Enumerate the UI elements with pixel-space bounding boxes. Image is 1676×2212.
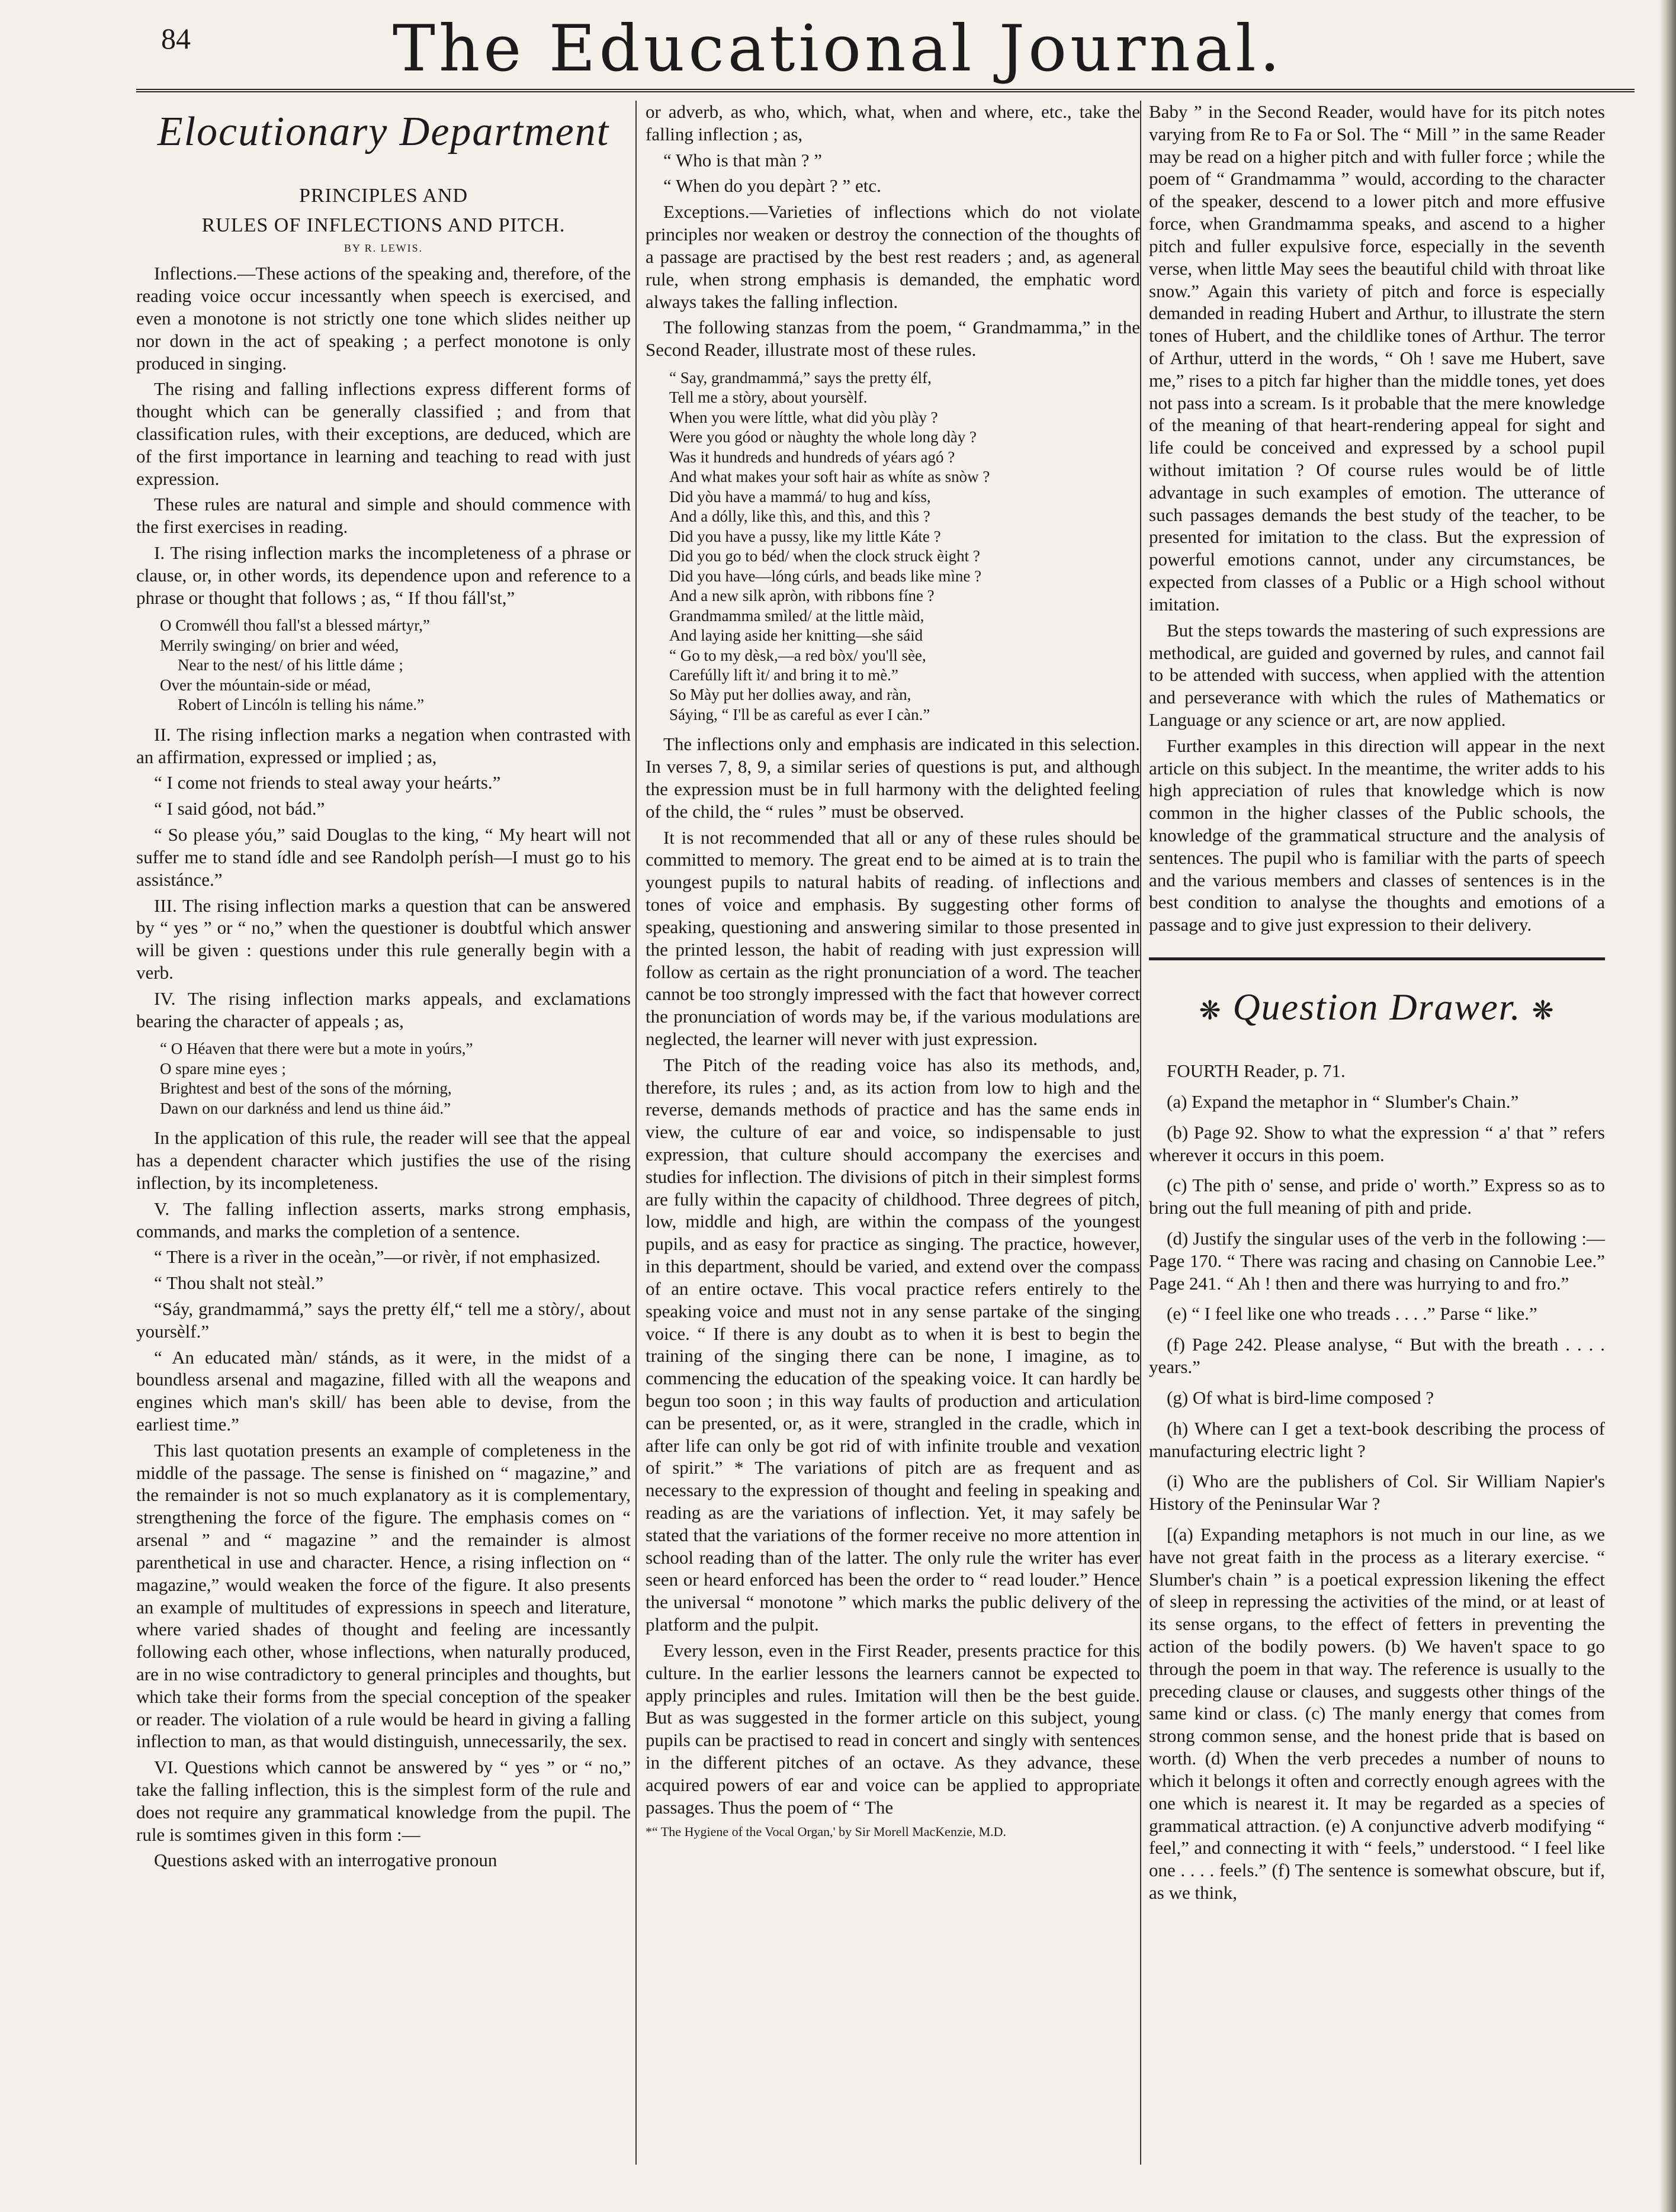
question-item: (b) Page 92. Show to what the expression “ a' that ” refers wherever it occurs in this poem. (1149, 1121, 1605, 1165)
paragraph: Inflections.—These actions of the speaking and, therefore, of the reading voice occur incessantly when speech is exercised, and even a monotone is not strictly one tone which slides neither up nor down in the act of speaking ; a perfect monotone is only produced in singing. (136, 263, 631, 374)
paragraph: “ An educated màn/ stánds, as it were, in the midst of a boundless arsenal and magazine, filled with all the weapons and engines which man's skill/ has been able to devise, from the earliest time.” (136, 1346, 631, 1435)
department-heading: Elocutionary Department (157, 109, 610, 155)
question-item: (g) Of what is bird-lime composed ? (1167, 1387, 1434, 1408)
ornament-icon: ❋ (1199, 996, 1222, 1025)
paragraph: The rising and falling inflections express different forms of thought which can be generally classified ; and from that classification rules, with their exceptions, are deduced, which are of the first importance in learning and teaching to read with just expression. (136, 378, 631, 489)
question-item: (h) Where can I get a text-book describing the process of manufacturing electric light ? (1149, 1417, 1605, 1461)
verse-line: “ Say, grandmammá,” says the pretty élf, (669, 368, 932, 387)
question-item: (e) “ I feel like one who treads . . . .” Parse “ like.” (1167, 1303, 1537, 1324)
verse-block (160, 1039, 631, 1118)
verse-line: Was it hundreds and hundreds of yéars agó ? (669, 448, 955, 466)
verse-line: Robert of Lincóln is telling his náme.” (178, 696, 425, 714)
question-list (1149, 1060, 1605, 1515)
verse-line: Near to the nest/ of his little dáme ; (178, 656, 403, 674)
verse-line: Did you have—lóng cúrls, and beads like mìne ? (669, 567, 982, 585)
verse-line: O Cromwéll thou fall'st a blessed mártyr,” (160, 616, 430, 635)
paragraph: or adverb, as who, which, what, when and where, etc., take the falling inflection ; as, (646, 101, 1140, 144)
poem-grandmamma (669, 368, 1140, 725)
verse-line: Did you have a pussy, like my little Káte ? (669, 527, 941, 545)
column-1 (136, 101, 631, 1875)
verse-line: Dawn on our darknéss and lend us thine áid.” (160, 1099, 451, 1117)
journal-title: The Educational Journal. (392, 12, 1284, 86)
paragraph: These rules are natural and simple and should commence with the first exercises in reading. (136, 494, 631, 538)
column-divider (1140, 101, 1141, 2165)
question-item: (c) The pith o' sense, and pride o' worth.” Express so as to bring out the full meaning of pith and pride. (1149, 1175, 1605, 1218)
verse-line: Did yòu have a mammá/ to hug and kíss, (669, 487, 931, 506)
question-drawer-title: Question Drawer. (1232, 986, 1521, 1028)
verse-line: Merrily swinging/ on brier and wéed, (160, 636, 399, 654)
paragraph: The Pitch of the reading voice has also its methods, and, therefore, its rules ; and, as its action from low to high and the reverse, demands methods of practice and has the same ends in view, the culture of ear and voice, so indispensable to just expression, that culture should accompany the exercises and studies for inflection. The divisions of pitch in their simplest forms are fully within the capacity of childhood. Three degrees of pitch, low, middle and high, are within the compass of the youngest pupils, and as easy for practice as singing. The practice, however, in this department, should be varied, and extend over the compass of an entire octave. This vocal practice refers entirely to the speaking voice and must not in any sense partake of the singing voice. “ If there is any doubt as to when it is best to begin the training of the singing there can be none, I imagine, as to commencing the education of the speaking voice. It can hardly be begun too soon ; in this way faults of production and articulation can be presented, or, as it were, strangled in the cradle, which in after life can only be got rid of with infinite trouble and vexation of spirit.” * The variations of pitch are as frequent and as necessary to the expression of thought and feeling in speaking and reading as are the variations of inflection. Yet, it may safely be stated that the variations of the former receive no more attention in school reading than of the latter. The only rule the writer has ever seen or heard enforced has been the order to “ read louder.” Hence the universal “ monotone ” which marks the public delivery of the platform and the pulpit. (646, 1054, 1140, 1635)
stanza (669, 368, 1140, 487)
ornament-icon: ❋ (1531, 996, 1555, 1025)
paragraph: “ There is a rìver in the oceàn,”—or rivèr, if not emphasized. (154, 1246, 601, 1268)
paragraph: This last quotation presents an example of completeness in the middle of the passage. The sense is finished on “ magazine,” and the remainder is not so much explanatory as it is complementary, strengthening the force of the figure. The emphasis comes on “ arsenal ” and “ magazine ” and the remainder is almost parenthetical in use and character. Hence, a rising inflection on “ magazine,” would weaken the force of the figure. It also presents an example of multitudes of expressions in speech and literature, where varied shades of thought and feeling are incessantly following each other, whose inflections, when naturally produced, are in no wise contradictory to general principles and thoughts, but which take their forms from the special conception of the speaker or reader. The violation of a rule would be heard in giving a falling inflection to man, as that would distinguish, unnecessarily, the sex. (136, 1439, 631, 1752)
paragraph: “ I said góod, not bád.” (154, 798, 325, 819)
verse-line: Tell me a stòry, about yoursèlf. (669, 388, 868, 407)
verse-line: Were you góod or nàughty the whole long dày ? (669, 428, 977, 446)
verse-line: And a new silk apròn, with ribbons fíne ? (669, 587, 935, 605)
paragraph: “ Who is that màn ? ” (663, 149, 823, 171)
paragraph: “Sáy, grandmammá,” says the pretty élf,“ tell me a stòry/, about yoursèlf.” (136, 1298, 631, 1342)
verse-line: “ O Héaven that there were but a mote in yoúrs,” (160, 1040, 473, 1058)
paragraph: Baby ” in the Second Reader, would have for its pitch notes varying from Re to Fa or Sol. The “ Mill ” in the same Reader may be read on a higher pitch and with fuller force ; while the poem of “ Grandmamma ” would, according to the character of the speaker, descend to a lower pitch and more effusive force, when Grandmamma speaks, and ascend to a higher pitch and fuller expulsive force, especially in the seventh verse, when little May sees the beautiful child with throat like snow.” Again this variety of pitch and force is especially demanded in reading Hubert and Arthur, to illustrate the stern tones of Hubert, and the childlike tones of Arthur. The terror of Arthur, utterd in the words, “ Oh ! save me Hubert, save me,” rises to a pitch far higher than the middle tones, yet does not pass into a scream. Is it probable that the mere knowledge of the meaning of that heart-rendering appeal for sight and life could be conceived and expressed by a school pupil without imitation ? Of course rules would be of little advantage in such examples of emotion. The utterance of such passages demands the best study of the teacher, to be presented for imitation to the class. But the expression of powerful emotions cannot, under any circumstances, be expected from classes of a Public or a High school without imitation. (1149, 101, 1605, 615)
column-2 (646, 101, 1140, 1844)
verse-line: And laying aside her knitting—she sáid (669, 626, 923, 645)
verse-line: Did you go to béd/ when the clock struck èight ? (669, 547, 980, 565)
stanza (669, 487, 1140, 606)
paragraph: In the application of this rule, the reader will see that the appeal has a dependent character which justifies the use of the rising inflection, by its incompleteness. (136, 1127, 631, 1193)
verse-line: And a dólly, like thìs, and thìs, and thìs ? (669, 507, 930, 526)
question-item: (f) Page 242. Please analyse, “ But with the breath . . . . years.” (1149, 1334, 1605, 1378)
question-item: (a) Expand the metaphor in “ Slumber's Chain.” (1167, 1091, 1519, 1112)
verse-line: Sáying, “ I'll be as careful as ever I càn.” (669, 705, 930, 724)
answer-paragraph: [(a) Expanding metaphors is not much in our line, as we have not great faith in the process as a literary exercise. “ Slumber's chain ” is a poetical expression likening the effect of sleep in repressing the activities of the mind, or at least of its sense organs, to the effect of fetters in preventing the action of the bodily powers. (b) We haven't space to go through the poem in that way. The reference is usually to the preceding clause or clauses, and suggests other things of the same kind or class. (c) The manly energy that comes from strong common sense, and the honest pride that is based on worth. (d) When the verb precedes a number of nouns to which it belongs it often and correctly enough agrees with the one which is nearest it. It may be regarded as a species of grammatical attraction. (e) A conjunctive adverb modifying “ feel,” and connecting it with “ feels,” understood. “ I feel like one . . . . feels.” (f) The sentence is somewhat obscure, but if, as we think, (1149, 1523, 1605, 1903)
verse-line: Grandmamma smìled/ at the little màid, (669, 606, 924, 625)
paragraph: I. The rising inflection marks the incompleteness of a phrase or clause, or, in other words, its dependence upon and reference to a phrase or thought that follows ; as, “ If thou fáll'st,” (136, 542, 631, 608)
paragraph: The inflections only and emphasis are indicated in this selection. In verses 7, 8, 9, a similar series of questions is put, and although the expression must be in full harmony with the delighted feeling of the child, the “ rules ” must be observed. (646, 734, 1140, 822)
paragraph: But the steps towards the mastering of such expressions are methodical, are guided and governed by rules, and cannot fail to be attended with success, when applied with the attention and perseverance with which the rules of Mathematics or Language or any science or art, are now applied. (1149, 619, 1605, 730)
verse-line: And what makes your soft hair as whíte as snòw ? (669, 468, 990, 486)
column-divider (635, 101, 637, 2165)
paragraph: Questions asked with an interrogative pronoun (154, 1850, 497, 1871)
section-divider (1149, 957, 1605, 960)
verse-line: “ Go to my dèsk,—a red bòx/ you'll sèe, (669, 646, 926, 664)
page-edge-shadow (1659, 0, 1676, 2212)
verse-line: O spare mine eyes ; (160, 1059, 286, 1078)
paragraph: The following stanzas from the poem, “ Grandmamma,” in the Second Reader, illustrate most of these rules. (646, 317, 1140, 361)
verse-line: Brightest and best of the sons of the mórning, (160, 1079, 452, 1098)
stanza (669, 606, 1140, 725)
page-number: 84 (161, 22, 191, 55)
verse-line: So Mày put her dollies away, and ràn, (669, 686, 911, 704)
header-rule (136, 89, 1635, 92)
paragraph: VI. Questions which cannot be answered by “ yes ” or “ no,” take the falling inflection, this is the simplest form of the rule and does not require any grammatical knowledge from the pupil. The rule is somtimes given in this form :— (136, 1757, 631, 1845)
question-drawer-heading (1149, 984, 1605, 1030)
paragraph: Further examples in this direction will appear in the next article on this subject. In the meantime, the writer adds to his high appreciation of rules that knowledge which is now common in the higher classes of the Public schools, the knowledge of the grammatical structure and the analysis of sentences. The pupil who is familiar with the parts of speech and the various members and classes of sentences is in the best condition to analyse the thoughts and emotions of a passage and to give just expression to their delivery. (1149, 735, 1605, 935)
column-3 (1149, 101, 1605, 1908)
article-subtitle: PRINCIPLES AND (298, 185, 468, 207)
paragraph: It is not recommended that all or any of these rules should be committed to memory. The great end to be aimed at is to train the youngest pupils to natural habits of reading. of inflections and tones of voice and emphasis. By suggesting other forms of speaking, questioning and answering similar to those presented in the printed lesson, the habit of reading with just expression will follow as certain as the right pronunciation of a word. The teacher cannot be too strongly impressed with the fact that however correct the pronunciation of words may be, if the various modulations are neglected, the learner will never with just expression. (646, 827, 1141, 1049)
question-item: (i) Who are the publishers of Col. Sir William Napier's History of the Peninsular War ? (1149, 1471, 1605, 1515)
question-item: (d) Justify the singular uses of the verb in the following :—Page 170. “ There was racing and chasing on Cannobie Lee.” Page 241. “ Ah ! then and there was hurrying to and fro.” (1149, 1228, 1605, 1294)
paragraph: “ I come not friends to steal away your heárts.” (154, 772, 501, 793)
paragraph: II. The rising inflection marks a negation when contrasted with an affirmation, expressed or implied ; as, (136, 724, 631, 767)
verse-block (160, 616, 631, 715)
verse-line: When you were líttle, what did yòu plày ? (669, 408, 938, 426)
verse-line: Carefúlly lift ìt/ and bring it to mè.” (669, 665, 898, 684)
footnote: *“ The Hygiene of the Vocal Organ,' by Sir Morell MacKenzie, M.D. (646, 1824, 1007, 1840)
paragraph: Exceptions.—Varieties of inflections which do not violate principles nor weaken or destroy the connection of the thoughts of a passage are practised by the best rest readers ; and, as ageneral rule, when strong emphasis is demanded, the emphatic word always takes the falling inflection. (646, 201, 1140, 312)
verse-line: Over the móuntain-side or méad, (160, 676, 371, 694)
paragraph: V. The falling inflection asserts, marks strong emphasis, commands, and marks the completion of a sentence. (136, 1198, 631, 1242)
article-subtitle: RULES OF INFLECTIONS AND PITCH. (201, 214, 566, 236)
paragraph: “ Thou shalt not steàl.” (154, 1272, 324, 1294)
paragraph: Every lesson, even in the First Reader, presents practice for this culture. In the earlier lessons the learners cannot be expected to apply principles and rules. Imitation will then be the best guide. But as was suggested in the former article on this subject, young pupils can be practised to read in concert and singly with sentences in the different pitches of an octave. As they advance, these acquired powers of ear and voice can be applied to appropriate passages. Thus the poem of “ The (646, 1639, 1140, 1818)
paragraph: “ When do you depàrt ? ” etc. (663, 175, 881, 197)
question-item: FOURTH Reader, p. 71. (1167, 1060, 1346, 1082)
paragraph: IV. The rising inflection marks appeals, and exclamations bearing the character of appeals ; as, (136, 988, 631, 1031)
paragraph: III. The rising inflection marks a question that can be answered by “ yes ” or “ no,” when the questioner is doubtful which answer will be given : questions under this rule generally begin with a verb. (136, 895, 631, 983)
byline: BY R. LEWIS. (343, 242, 423, 255)
paragraph: “ So please yóu,” said Douglas to the king, “ My heart will not suffer me to stand ídle and see Randolph perísh—I must go to his assistánce.” (136, 824, 631, 890)
